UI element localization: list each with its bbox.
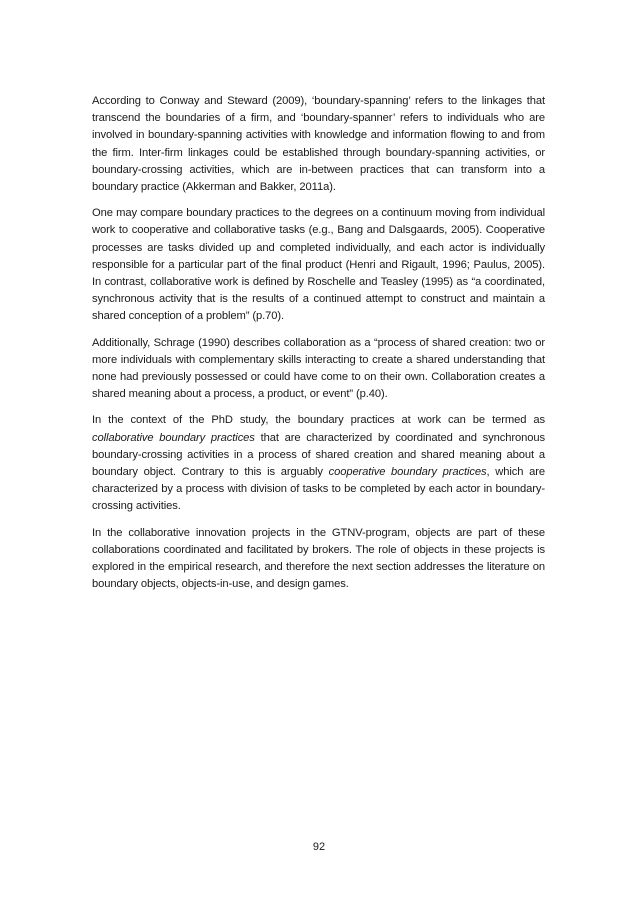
text-run: In the collaborative innovation projects in the GTNV-program, objects are part of these collaborations coordinated and facilitated by brokers. The role of objects in these projects is explored in the empirical research, and therefore the next section addresses the literature on boundary objects, objects-in-use, and design games. xyxy=(92,526,545,591)
page-number: 92 xyxy=(312,841,326,853)
text-run: that are characterized by coordinated and synchronous boundary-crossing activities in a process of shared creation and shared meaning about a boundary object. Contrary to this is arguably xyxy=(92,431,545,479)
paragraph xyxy=(92,525,545,594)
italic-term: collaborative boundary practices xyxy=(92,431,255,444)
paragraph xyxy=(92,205,545,325)
text-run: In the context of the PhD study, the boundary practices at work can be termed as xyxy=(92,414,545,427)
paragraph xyxy=(92,93,545,196)
paragraph xyxy=(92,412,545,515)
paragraph xyxy=(92,335,545,404)
text-run: , which are characterized by a process with division of tasks to be completed by each actor in boundary-crossing activities. xyxy=(92,466,546,513)
text-run: According to Conway and Steward (2009), ‘boundary-spanning’ refers to the linkages that transcend the boundaries of a firm, and ‘boundary-spanner’ refers to individuals who are involved in boundary-spanning activities with knowledge and information flowing to and from the firm. Inter-firm linkages could be established through boundary-spanning activities, or boundary-crossing activities, which are in-between practices that can transform into a boundary practice (Akkerman and Bakker, 2011a). xyxy=(92,95,545,194)
text-run: One may compare boundary practices to the degrees on a continuum moving from individual work to cooperative and collaborative tasks (e.g., Bang and Dalsgaards, 2005). Cooperative processes are tasks divided up and completed individually, and each actor is individually responsible for a particular part of the final product (Henri and Rigault, 1996; Paulus, 2005). In contrast, collaborative work is defined by Roschelle and Teasley (1995) as “a coordinated, synchronous activity that is the results of a continued attempt to construct and maintain a shared conception of a problem” (p.70). xyxy=(92,207,545,323)
text-run: Additionally, Schrage (1990) describes collaboration as a “process of shared creation: two or more individuals with complementary skills interacting to create a shared understanding that none had previously possessed or could have come to on their own. Collaboration creates a shared meaning about a process, a product, or event” (p.40). xyxy=(92,336,545,401)
italic-term: cooperative boundary practices xyxy=(328,466,487,479)
body-text xyxy=(92,93,545,602)
